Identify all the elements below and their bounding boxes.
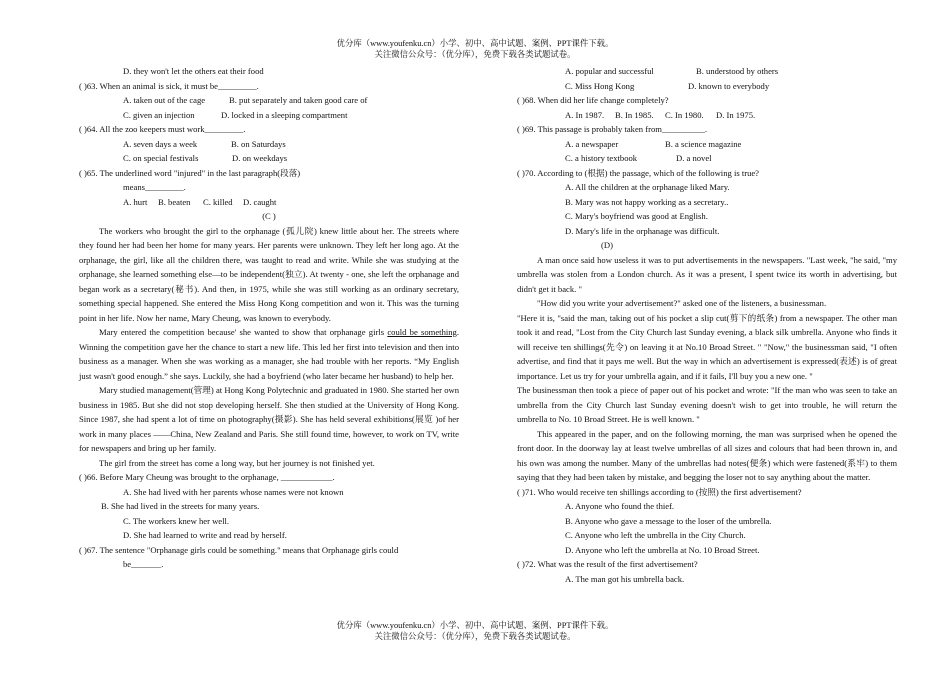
page-footer	[0, 620, 950, 642]
q69-option-c: C. a history textbook	[565, 153, 638, 163]
q63-option-a: A. taken out of the cage	[123, 95, 206, 105]
passage-c-p2-start: Mary entered the competition because' she wanted to show that orphanage girls	[99, 327, 388, 337]
q66-option-c: C. The workers knew her well.	[123, 515, 230, 526]
q65-option-a: A. hurt	[123, 196, 148, 207]
q68-option-b: B. In 1985.	[615, 109, 654, 120]
q64-option-b: B. on Saturdays	[231, 138, 286, 149]
footer-line-2: 关注微信公众号：（优分库），免费下载各类试题试卷。	[374, 632, 576, 641]
question-68: ( )68. When did her life change completely?	[517, 95, 669, 105]
q67-options-ab	[517, 64, 897, 79]
q67-option-b: B. understood by others	[696, 66, 779, 76]
q67-option-a: A. popular and successful	[565, 66, 654, 76]
q71-option-a: A. Anyone who found the thief.	[565, 501, 675, 511]
q63-option-b: B. put separately and taken good care of	[229, 95, 368, 105]
q65-option-b: B. beaten	[158, 196, 191, 207]
q64-option-c: C. on special festivals	[123, 153, 199, 163]
q70-option-b: B. Mary was not happy working as a secretary..	[565, 196, 729, 207]
q67-options-cd	[517, 79, 897, 94]
section-c-heading: (C )	[262, 211, 276, 221]
q66-option-a: A. She had lived with her parents whose names were not known	[123, 486, 344, 497]
left-column	[79, 64, 459, 572]
q66-option-d: D. She had learned to write and read by herself.	[123, 530, 287, 540]
q67-option-c: C. Miss Hong Kong	[565, 80, 635, 91]
q71-option-b: B. Anyone who gave a message to the loser of the umbrella.	[565, 515, 772, 526]
q68-option-c: C. In 1980.	[665, 109, 704, 120]
q69-options-ab	[517, 137, 897, 152]
question-64: ( )64. All the zoo keepers must work_________.	[79, 124, 246, 134]
passage-c-p2-end: . Winning the competition gave her the chance to start a new life. This led her first into television and then into business as a manager. When she was working as a manager, she had trouble with her reports. “My English just wasn't good enough.” she says. Luckily, she had a boyfriend (who later became her husband) to help her.	[79, 327, 460, 381]
footer-line-1: 优分库（www.youfenku.cn）小学、初中、高中试题、案例、PPT课件下载。	[336, 621, 614, 630]
underlined-phrase: could be something	[387, 327, 457, 337]
q69-option-d: D. a novel	[676, 153, 712, 163]
q62-option-d: D. they won't let the others eat their food	[123, 66, 264, 76]
question-70: ( )70. According to (根据) the passage, which of the following is true?	[517, 167, 759, 178]
passage-d-paragraph-5: This appeared in the paper, and on the following morning, the man was surprised when he opened the front door. In the doorway lay at least twelve umbrellas of all sizes and colours that had been thrown in, and his own was among the number. Many of the umbrellas had notes(便条) which were fastened(系牢) to them saying that they had been taken by mistake, and begging the loser not to say anything about the matter.	[517, 428, 897, 482]
q68-option-d: D. In 1975.	[716, 109, 756, 120]
question-71: ( )71. Who would receive ten shillings according to (按照) the first advertisement?	[517, 486, 802, 497]
q69-option-b: B. a science magazine	[665, 138, 742, 149]
q68-option-a: A. In 1987.	[565, 109, 605, 120]
question-66: ( )66. Before Mary Cheung was brought to the orphanage, ____________.	[79, 472, 335, 482]
question-65-cont: means_________.	[123, 182, 186, 192]
q64-option-d: D. on weekdays	[232, 153, 288, 163]
question-72: ( )72. What was the result of the first advertisement?	[517, 559, 698, 569]
q70-option-a: A. All the children at the orphanage liked Mary.	[565, 182, 730, 192]
q65-options	[79, 195, 459, 210]
question-63: ( )63. When an animal is sick, it must be_________.	[79, 80, 259, 91]
q65-option-d: D. caught	[243, 196, 277, 207]
section-d-heading: (D)	[601, 240, 613, 250]
q65-option-c: C. killed	[203, 196, 233, 207]
q64-options-ab	[79, 137, 459, 152]
question-69: ( )69. This passage is probably taken from__________.	[517, 124, 708, 134]
q66-option-b: B. She had lived in the streets for many years.	[101, 501, 260, 511]
passage-d-paragraph-3: "Here it is, "said the man, taking out of his pocket a slip cut(剪下的纸条) from a newspaper. The other man took it and read, "Lost from the City Church last Sunday evening, a black silk umbrella. Anyone who finds it will receive ten shillings(先令) on leaving it at No.10 Broad Street. " "Now," the businessman said, "I often advertise, and find that it pays me well. But the way in which an advertisement is expressed(表述) is of great importance. Let us try for your umbrella again, and if it fails, I'll buy you a new one. "	[517, 312, 897, 381]
question-67-cont: be_______.	[123, 559, 164, 569]
passage-d-paragraph-4: The businessman then took a piece of paper out of his pocket and wrote: "If the man who was seen to take an umbrella from the City Church last Sunday evening doesn't wish to get into trouble, he will return the umbrella to No. 10 Broad Street. He is well known. "	[517, 385, 897, 424]
page-header	[0, 38, 950, 60]
passage-d-paragraph-2: "How did you write your advertisement?" asked one of the listeners, a businessman.	[537, 298, 827, 308]
header-line-2: 关注微信公众号：（优分库），免费下载各类试题试卷。	[374, 50, 576, 59]
q64-option-a: A. seven days a week	[123, 138, 198, 149]
q69-option-a: A. a newspaper	[565, 138, 619, 149]
q63-options-ab	[79, 93, 459, 108]
passage-d-paragraph-1: A man once said how useless it was to put advertisements in the newspapers. "Last week, "he said, "my umbrella was stolen from a London church. As it was a present, I spent twice its worth in advertising, but didn't get it back. "	[517, 254, 897, 294]
q63-options-cd	[79, 108, 459, 123]
q70-option-c: C. Mary's boyfriend was good at English.	[565, 211, 708, 221]
q71-option-c: C. Anyone who left the umbrella in the City Church.	[565, 530, 746, 540]
q69-options-cd	[517, 151, 897, 166]
passage-c-paragraph-4: The girl from the street has come a long way, but her journey is not finished yet.	[99, 457, 375, 468]
header-line-1: 优分库（www.youfenku.cn）小学、初中、高中试题、案例、PPT课件下载。	[336, 39, 614, 48]
q70-option-d: D. Mary's life in the orphanage was difficult.	[565, 225, 720, 236]
q63-option-d: D. locked in a sleeping compartment	[221, 109, 348, 120]
q71-option-d: D. Anyone who left the umbrella at No. 10 Broad Street.	[565, 544, 760, 555]
right-column	[517, 64, 897, 586]
q64-options-cd	[79, 151, 459, 166]
q67-option-d: D. known to everybody	[688, 80, 770, 91]
passage-c-paragraph-2	[79, 325, 459, 383]
q72-option-a: A. The man got his umbrella back.	[565, 573, 685, 584]
passage-c-paragraph-1: The workers who brought the girl to the orphanage (孤儿院) knew little about her. The streets where they found her had been her home for many years. Her parents were unknown. They left her long ago. At the orphanage, the girl, like all the children there, was taught to read and write. While she was studying at the orphanage, she learned something else—to be independent(独立). At twenty - one, she left the orphanage and began work as a secretary(秘书). And then, in 1975, while she was still working as an ordinary secretary, something special happened. She entered the Miss Hong Kong competition and won it. This was the turning point in her life. Now her name, Mary Cheung, was known to everybody.	[79, 225, 459, 323]
q63-option-c: C. given an injection	[123, 109, 195, 120]
question-67: ( )67. The sentence "Orphanage girls could be something." means that Orphanage girls could	[79, 544, 399, 555]
q68-options	[517, 108, 897, 123]
passage-c-paragraph-3: Mary studied management(管理) at Hong Kong Polytechnic and graduated in 1980. She started her own business in 1985. But she did not stop developing herself. She then studied at the University of Hong Kong. Since 1987, she had spent a lot of time on photography(摄影). She has held several exhibitions(展览 )of her work in many places ——China, New Zealand and Paris. She still found time, however, to work on TV, write for newspapers and bring up her family.	[79, 385, 459, 453]
question-65: ( )65. The underlined word "injured" in the last paragraph(段落)	[79, 167, 301, 178]
